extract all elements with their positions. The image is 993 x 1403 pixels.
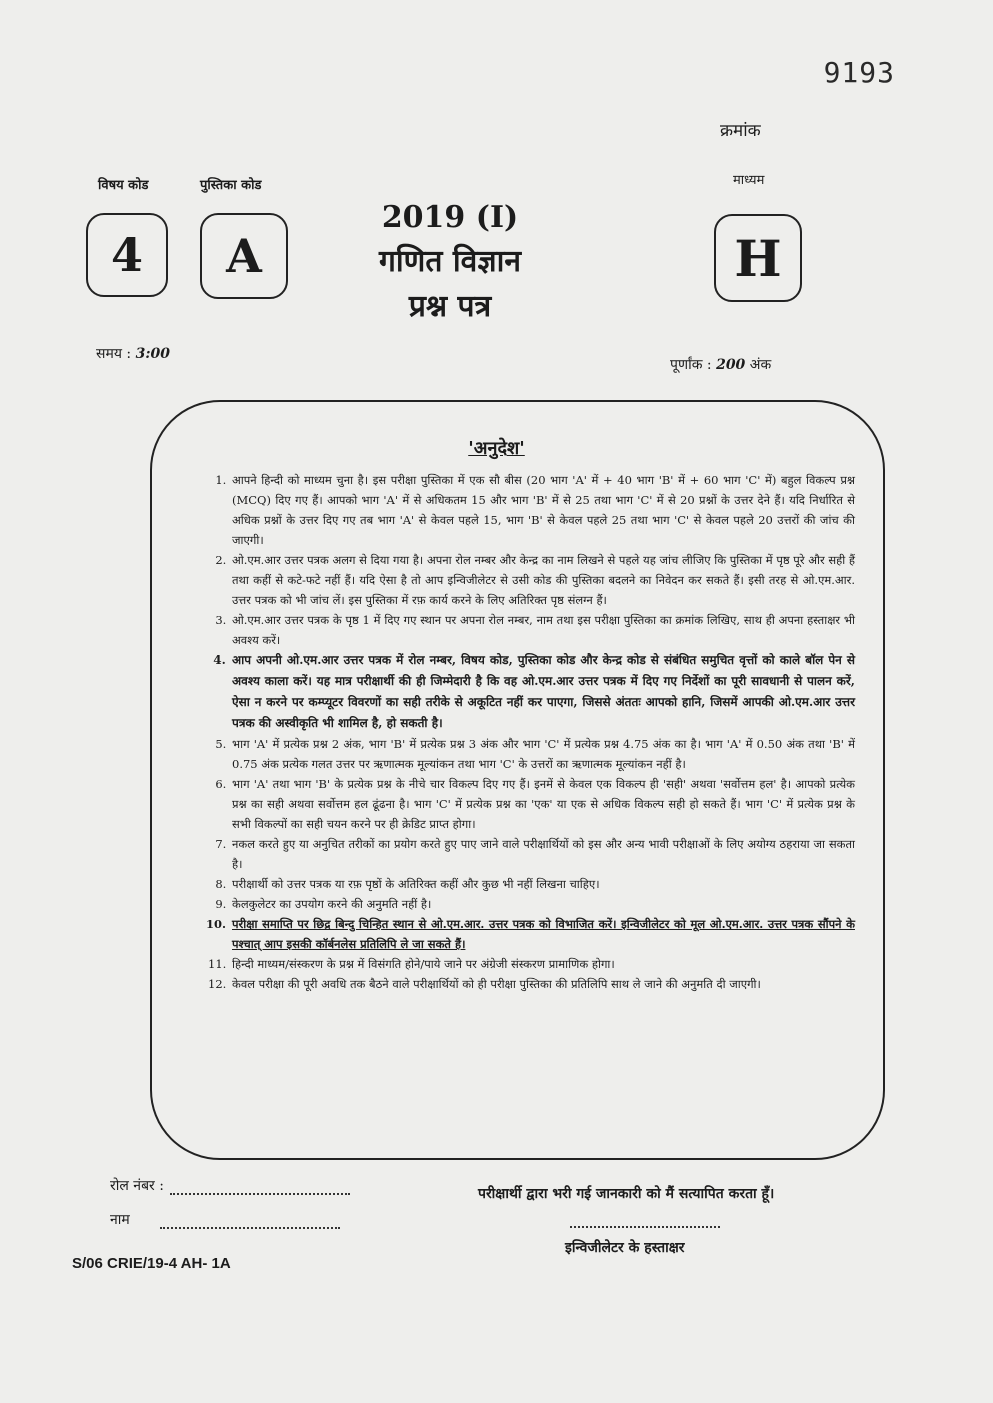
exam-title (330, 200, 570, 325)
roll-number-label: रोल नंबर : (110, 1178, 164, 1194)
instruction-item: 5. भाग 'A' में प्रत्येक प्रश्न 2 अंक, भाग 'B' में प्रत्येक प्रश्न 3 अंक और भाग 'C' में प्रत्येक प्रश्न 4.75 अंक का है। भाग 'A' में 0.50 अंक तथा 'B' में 0.75 अंक प्रत्येक गलत उत्तर पर ऋणात्मक मूल्यांकन तथा भाग 'C' के उत्तरों का ऋणात्मक मूल्यांकन नहीं है। (230, 734, 855, 774)
medium-label: माध्यम (733, 173, 765, 188)
time-label: समय : (96, 346, 132, 362)
roll-number-field (110, 1176, 350, 1195)
invigilator-signature-dots (570, 1216, 720, 1228)
subject-code-box: 4 (86, 213, 168, 297)
instructions-title: 'अनुदेश' (468, 438, 525, 459)
instruction-item: 1. आपने हिन्दी को माध्यम चुना है। इस परीक्षा पुस्तिका में एक सौ बीस (20 भाग 'A' में + 40 भाग 'B' में + 60 भाग 'C' में) बहुल विकल्प प्रश्न (MCQ) दिए गए हैं। आपको भाग 'A' में से अधिकतम 15 और भाग 'B' में से 25 तथा भाग 'C' में से 20 प्रश्नों के उत्तर देने हैं। यदि निर्धारित से अधिक प्रश्नों के उत्तर दिए गए तब भाग 'A' से केवल पहले 15, भाग 'B' से केवल पहले 25 तथा भाग 'C' से केवल पहले 20 उत्तरों की जांच की जाएगी। (230, 470, 855, 550)
instruction-item: 8. परीक्षार्थी को उत्तर पत्रक या रफ़ पृष्ठों के अतिरिक्त कहीं और कुछ भी नहीं लिखना चाहिए। (230, 874, 855, 894)
booklet-code-label: पुस्तिका कोड (200, 178, 262, 193)
roll-number-dots (170, 1193, 350, 1195)
instruction-item: 11. हिन्दी माध्यम/संस्करण के प्रश्न में विसंगति होने/पाये जाने पर अंग्रेजी संस्करण प्रामाणिक होगा। (230, 954, 855, 974)
exam-year: 2019 (I) (381, 200, 519, 235)
booklet-code-box: A (200, 213, 288, 299)
instructions-list (190, 470, 855, 994)
full-marks-value: 200 (716, 357, 746, 373)
exam-paper: प्रश्न पत्र (408, 289, 492, 324)
medium-box: H (714, 214, 802, 302)
verification-text: परीक्षार्थी द्वारा भरी गई जानकारी को मैं सत्यापित करता हूँ। (478, 1186, 775, 1202)
instruction-item: 7. नकल करते हुए या अनुचित तरीकों का प्रयोग करते हुए पाए जाने वाले परीक्षार्थियों को इस और अन्य भावी परीक्षाओं के लिए अयोग्य ठहराया जा सकता है। (230, 834, 855, 874)
kramank-label: क्रमांक (720, 121, 761, 141)
time-value: 3:00 (135, 346, 170, 362)
invigilator-signature-label: इन्विजीलेटर के हस्ताक्षर (565, 1240, 685, 1256)
instruction-item: 4. आप अपनी ओ.एम.आर उत्तर पत्रक में रोल नम्बर, विषय कोड, पुस्तिका कोड और केन्द्र कोड से संबंधित समुचित वृत्तों को काले बॉल पेन से अवश्य काला करें। यह मात्र परीक्षार्थी की ही जिम्मेदारी है कि वह ओ.एम.आर उत्तर पत्रक में दिए गए निर्देशों का पूरी सावधानी से पालन करें, ऐसा न करने पर कम्प्यूटर विवरणों का सही तरीके से अकूटित नहीं कर पाएगा, जिससे अंततः आपको हानि, जिसमें आपकी ओ.एम.आर उत्तर पत्रक की अस्वीकृति भी शामिल है, हो सकती है। (230, 650, 855, 734)
full-marks (670, 355, 771, 374)
name-field (110, 1210, 340, 1229)
serial-number: 9193 (823, 56, 895, 89)
document-code: S/06 CRIE/19-4 AH- 1A (72, 1255, 231, 1272)
instruction-item: 12. केवल परीक्षा की पूरी अवधि तक बैठने वाले परीक्षार्थियों को ही परीक्षा पुस्तिका की प्रतिलिपि साथ ले जाने की अनुमति दी जाएगी। (230, 974, 855, 994)
name-dots (160, 1227, 340, 1229)
time-allowed (96, 344, 170, 363)
instruction-item: 2. ओ.एम.आर उत्तर पत्रक अलग से दिया गया है। अपना रोल नम्बर और केन्द्र का नाम लिखने से पहले यह जांच लीजिए कि पुस्तिका में पृष्ठ पूरे और सही हैं तथा कहीं से कटे-फटे नहीं हैं। यदि ऐसा है तो आप इन्विजीलेटर से उसी कोड की पुस्तिका बदलने का निवेदन कर सकते हैं। इसी तरह से ओ.एम.आर. उत्तर पत्रक को भी जांच लें। इस पुस्तिका में रफ़ कार्य करने के लिए अतिरिक्त पृष्ठ संलग्न हैं। (230, 550, 855, 610)
instruction-item: 10. परीक्षा समाप्ति पर छिद्र बिन्दु चिन्हित स्थान से ओ.एम.आर. उत्तर पत्रक को विभाजित करें। इन्विजीलेटर को मूल ओ.एम.आर. उत्तर पत्रक सौंपने के पश्चात् आप इसकी कॉर्बनलेस प्रतिलिपि ले जा सकते हैं। (230, 914, 855, 954)
instruction-item: 9. केलकुलेटर का उपयोग करने की अनुमति नहीं है। (230, 894, 855, 914)
instruction-item: 3. ओ.एम.आर उत्तर पत्रक के पृष्ठ 1 में दिए गए स्थान पर अपना रोल नम्बर, नाम तथा इस परीक्षा पुस्तिका का क्रमांक लिखिए, साथ ही अपना हस्ताक्षर भी अवश्य करें। (230, 610, 855, 650)
name-label: नाम (110, 1212, 130, 1228)
full-marks-label: पूर्णांक : (670, 357, 712, 373)
exam-subject: गणित विज्ञान (379, 244, 521, 279)
subject-code-label: विषय कोड (98, 178, 149, 193)
full-marks-unit: अंक (749, 357, 772, 373)
instruction-item: 6. भाग 'A' तथा भाग 'B' के प्रत्येक प्रश्न के नीचे चार विकल्प दिए गए हैं। इनमें से केवल एक विकल्प ही 'सही' अथवा 'सर्वोत्तम हल' है। आपको प्रत्येक प्रश्न का सही अथवा सर्वोत्तम हल ढूंढना है। भाग 'C' में प्रत्येक प्रश्न का 'एक' या एक से अधिक विकल्प सही हो सकते हैं। भाग 'C' में प्रत्येक प्रश्न के सभी विकल्पों का सही चयन करने पर ही क्रेडिट प्राप्त होगा। (230, 774, 855, 834)
